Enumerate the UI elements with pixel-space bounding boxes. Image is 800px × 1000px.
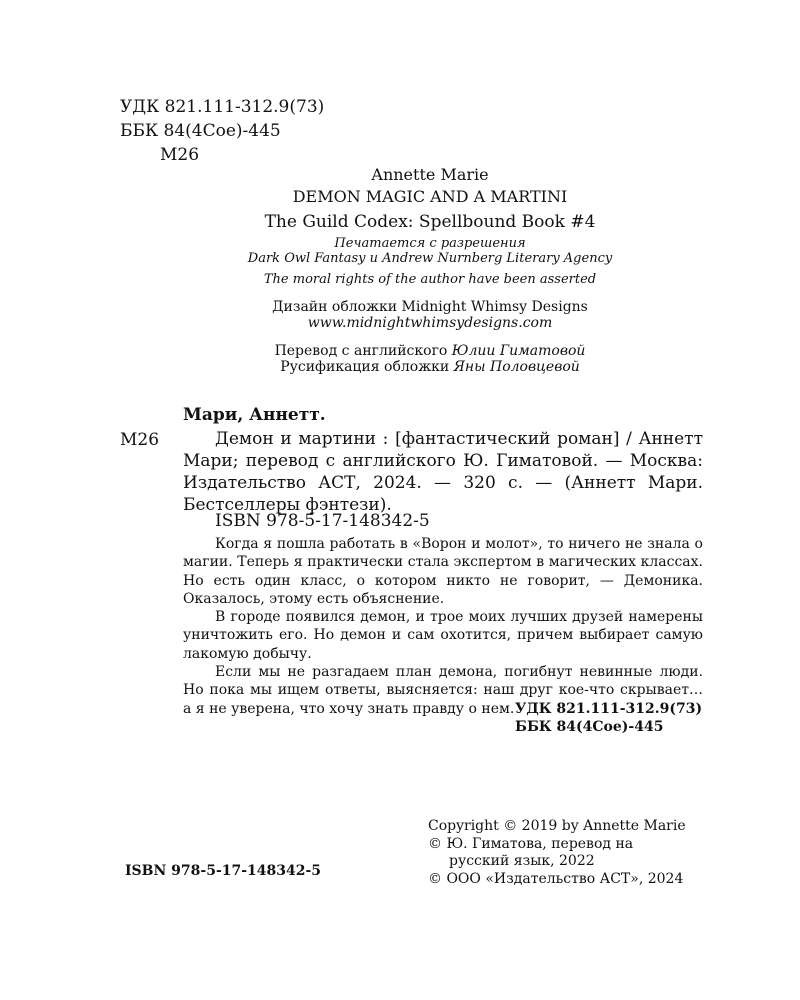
footer-udk-code: УДК 821.111-312.9(73) (515, 701, 703, 717)
footer-isbn: ISBN 978-5-17-148342-5 (125, 863, 322, 879)
cover-design-url: www.midnightwhimsydesigns.com (307, 315, 553, 331)
original-edition-info (180, 165, 680, 375)
original-author: Annette Marie (371, 165, 489, 184)
classification-codes (120, 95, 324, 143)
bbk-code: ББК 84(4Сое)-445 (120, 121, 281, 141)
moral-rights: The moral rights of the author have been asserted (263, 272, 597, 287)
cover-russification-credit (180, 359, 680, 375)
udk-code: УДК 821.111-312.9(73) (120, 97, 325, 117)
copyright-translation: © Ю. Гиматова, перевод на (428, 835, 634, 852)
cover-design-credit: Дизайн обложки Midnight Whimsy Designs (272, 299, 588, 315)
catalog-author-mark: М26 (120, 430, 160, 450)
annotation-paragraph: В городе появился демон, и трое моих лучших друзей намерены уничтожить его. Но демон и сам охотится, причем выбирает самую лакомую добычу. (183, 609, 703, 662)
translation-credit (180, 343, 680, 359)
copyright-block (428, 818, 686, 888)
permission-line-1: Печатается с разрешения (334, 236, 526, 251)
author-mark: М26 (160, 145, 200, 165)
series-title: The Guild Codex: Spellbound Book #4 (264, 212, 596, 232)
annotation-paragraph: Если мы не разгадаем план демона, погибнут невинные люди. Но пока мы ищем ответы, выясняется: наш друг кое-что скрывает… а я не уверена, что хочу знать правду о нем. (183, 664, 703, 717)
original-title: DEMON MAGIC AND A MARTINI (292, 187, 568, 206)
cover-rus-name: Яны Половцевой (453, 359, 580, 375)
cover-rus-prefix: Русификация обложки (280, 359, 454, 375)
catalog-description-text: Демон и мартини : [фантастический роман] / Аннетт Мари; перевод с английского Ю. Гиматовой. — Москва: Издательство АСТ, 2024. — 320 с. — (Аннетт Мари. Бестселлеры фэнтези). (183, 429, 703, 515)
annotation (183, 535, 703, 718)
permission-line-2: Dark Owl Fantasy и Andrew Nurnberg Literary Agency (247, 251, 613, 266)
translator-name: Юлии Гиматовой (451, 343, 586, 359)
copyright-translation-cont: русский язык, 2022 (449, 853, 595, 869)
catalog-isbn: ISBN 978-5-17-148342-5 (215, 511, 430, 531)
catalog-heading: Мари, Аннетт. (183, 405, 326, 425)
annotation-paragraph: Когда я пошла работать в «Ворон и молот», то ничего не знала о магии. Теперь я практически стала экспертом в магических классах. Но есть один класс, о котором никто не говорит, — Демоника. Оказалось, этому есть объяснение. (183, 536, 703, 607)
footer-classification-codes (515, 700, 702, 736)
catalog-description (183, 428, 703, 516)
copyright-original: Copyright © 2019 by Annette Marie (428, 818, 686, 834)
copyright-publisher: © ООО «Издательство АСТ», 2024 (428, 870, 684, 887)
translation-prefix: Перевод с английского (274, 343, 452, 359)
footer-bbk-code: ББК 84(4Сое)-445 (515, 719, 664, 735)
